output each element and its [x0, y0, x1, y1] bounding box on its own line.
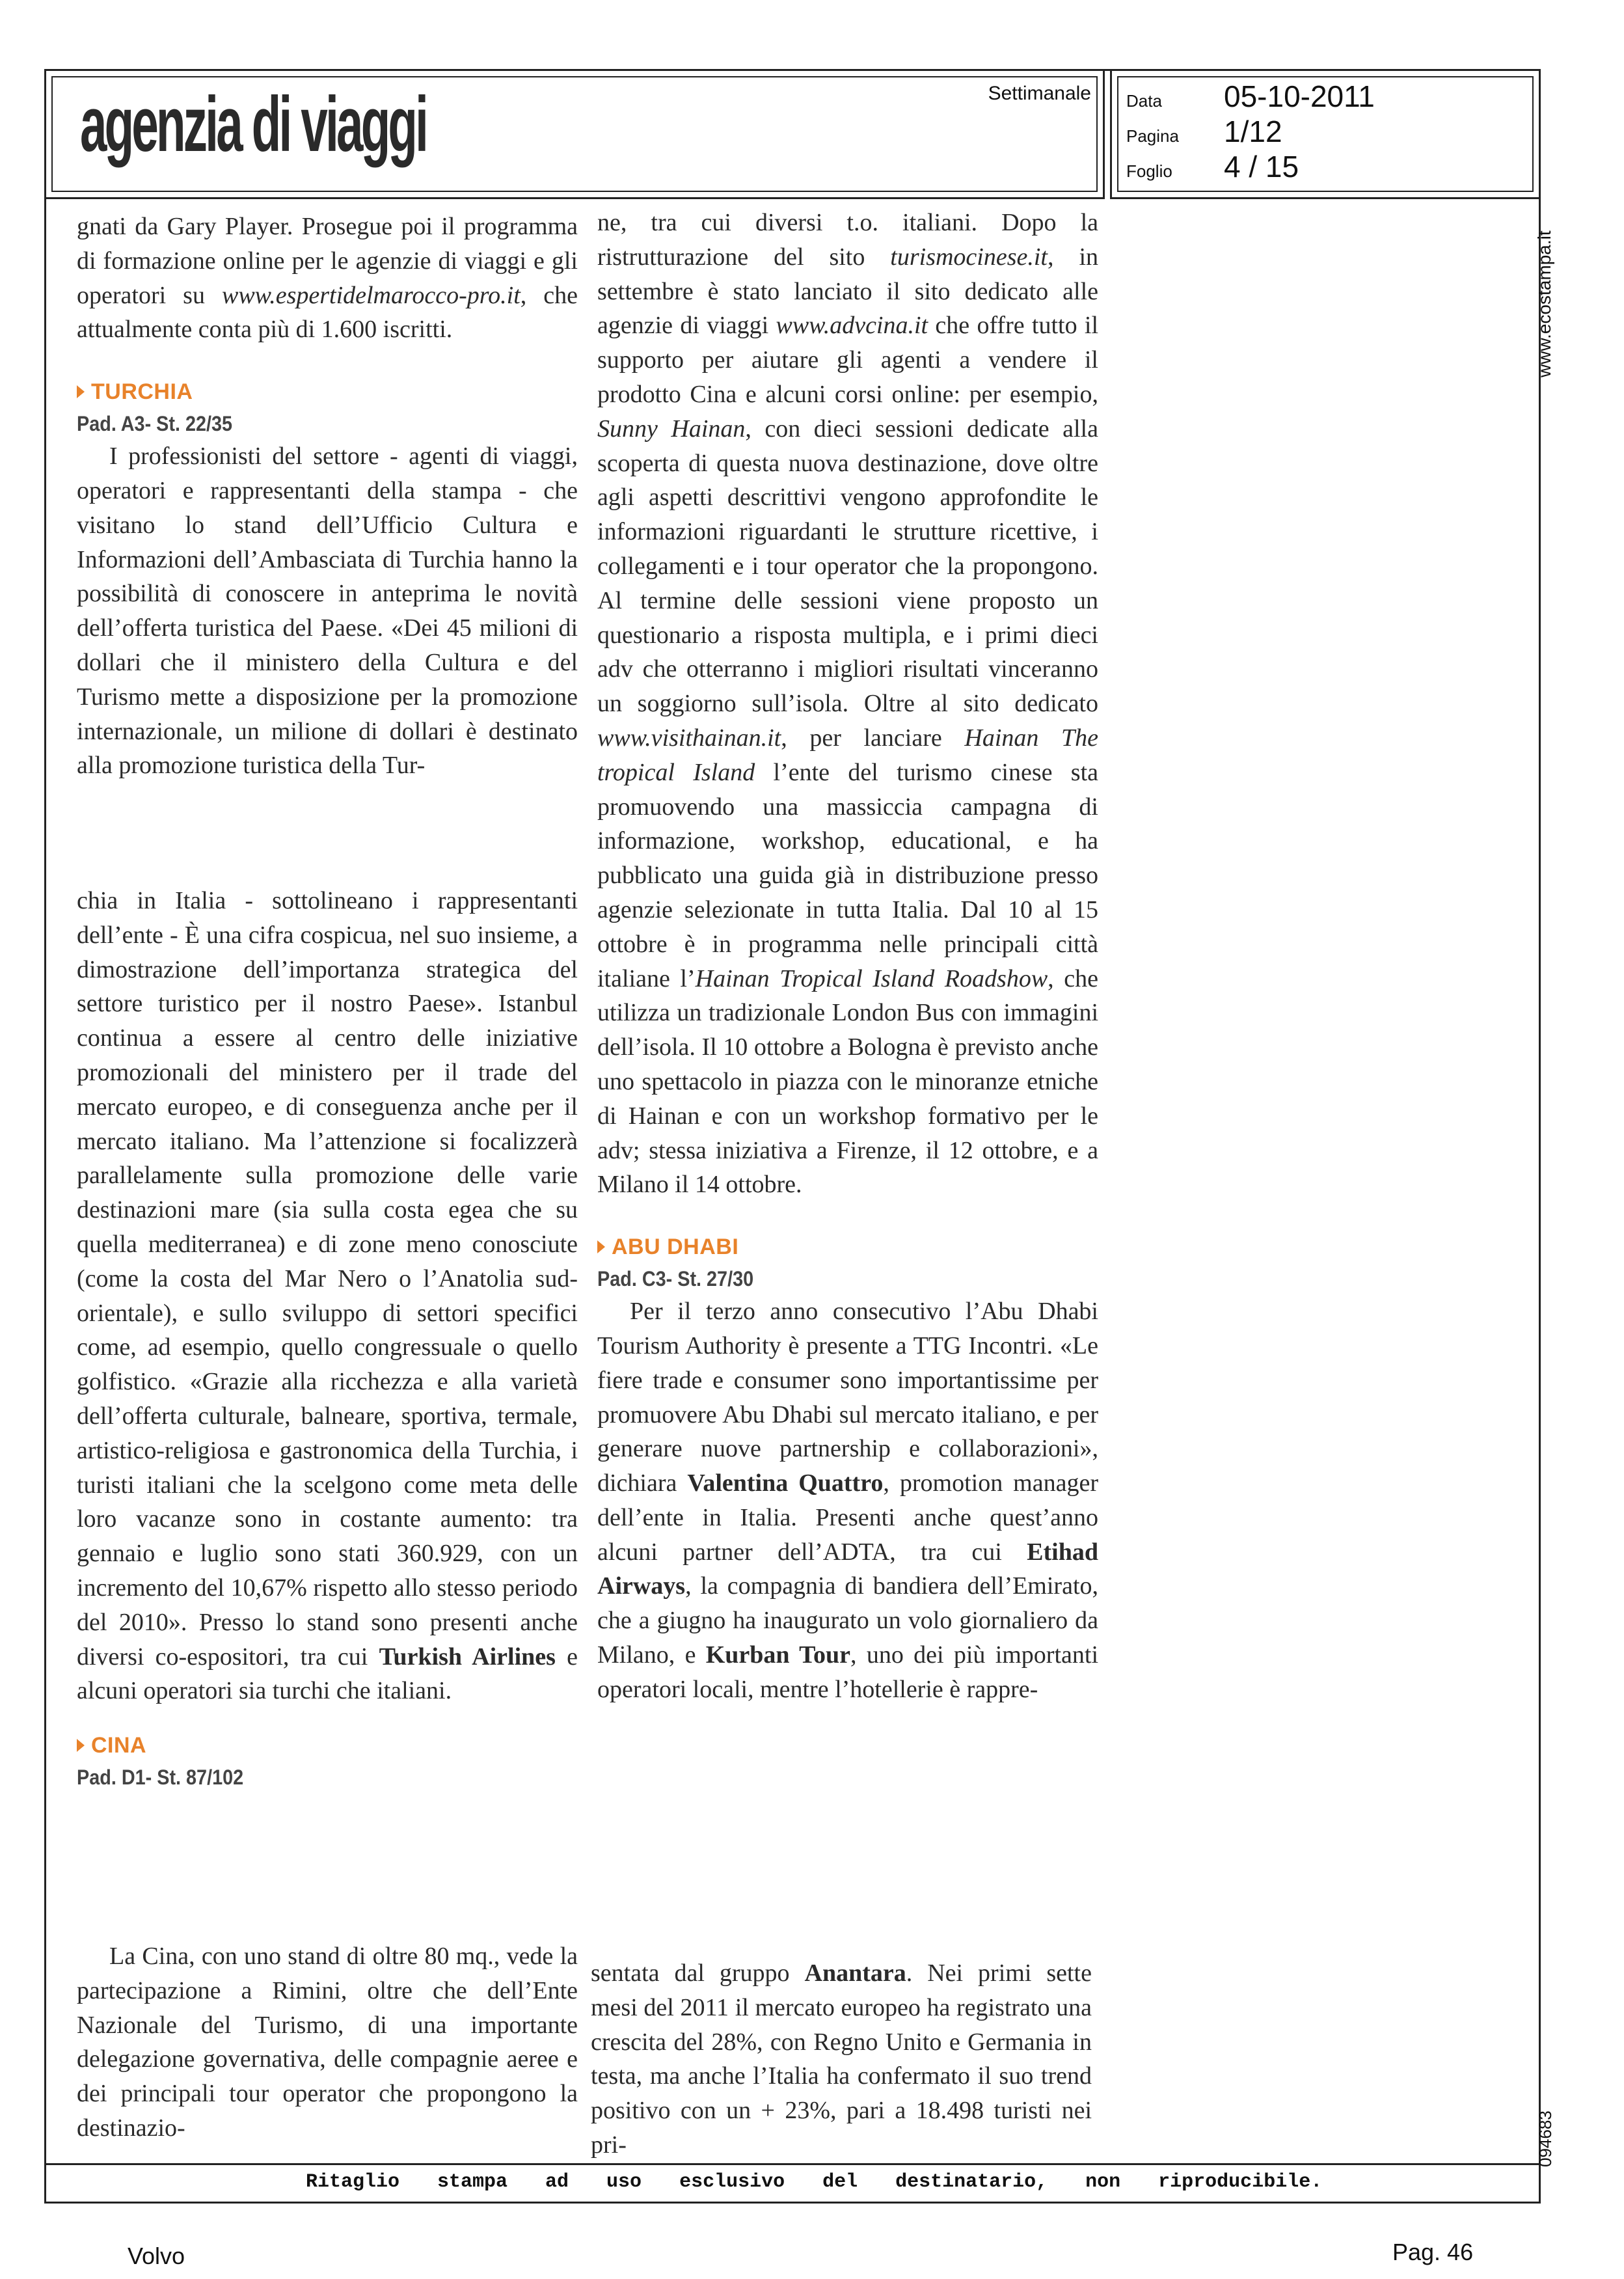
- cina-paragraph-2: ne, tra cui diversi t.o. italiani. Dopo la ristrutturazione del sito turismocinese.it, in settembre è stato lanciato il sito dedicato alle agenzie di viaggi www.advcina.it che offre tutto il supporto per aiutare gli agenti a vendere il prodotto Cina e alcuni corsi online: per esempio, Sunny Hainan, con dieci sessioni dedicate alla scoperta di questa nuova destinazione, dove oltre agli aspetti descrittivi vengono approfondite le informazioni riguardanti le strutture ricettive, i collegamenti e i tour operator che la propongono. Al termine delle sessioni viene proposto un questionario a risposta multipla, e i primi dieci adv che otterranno i migliori risultati vinceranno un soggiorno sull’isola. Oltre al sito dedicato www.visithainan.it, per lanciare Hainan The tropical Island l’ente del turismo cinese sta promuovendo una massiccia campagna di informazione, workshop, educational, e ha pubblicato una guida già in distribuzione presso agenzie selezionate in tutta Italia. Dal 10 al 15 ottobre è in programma nelle principali città italiane l’Hainan Tropical Island Roadshow, che utilizza un tradizionale London Bus con immagini dell’isola. Il 10 ottobre a Bologna è previsto anche uno spettacolo in piazza con le minoranze etniche di Hainan e con un workshop formativo per le adv; stessa iniziativa a Firenze, il 12 ottobre, e a Milano il 14 ottobre.: [597, 209, 1099, 1199]
- cina-paragraph-1: La Cina, con uno stand di oltre 80 mq., vede la partecipazione a Rimini, oltre che dell’Ente Nazionale del Turismo, di una importante delegazione governativa, delle compagnie aeree e dei principali tour operator che propongono la destinazio-: [77, 1943, 578, 2142]
- left-column-middle: [77, 884, 578, 1793]
- intro-paragraph: gnati da Gary Player. Prosegue poi il programma di formazione online per le agenzie di viaggi e gli operatori su www.espertidelmarocco-pro.it, che attualmente conta più di 1.600 iscritti.: [77, 213, 578, 344]
- link-turismocinese: turismocinese.it: [890, 243, 1048, 271]
- meta-date: [1126, 79, 1375, 114]
- stand-info-turchia: Pad. A3- St. 22/35: [77, 412, 233, 436]
- meta-page: [1126, 114, 1282, 149]
- section-heading-turchia: TURCHIA: [77, 375, 578, 408]
- meta-page-value: 1/12: [1224, 115, 1282, 148]
- turchia-paragraph-2: chia in Italia - sottolineano i rappresentanti dell’ente - È una cifra cospicua, nel suo insieme, a dimostrazione dell’importanza strategica del settore turistico per il nostro Paese». Istanbul continua a essere al centro delle iniziative promozionali del ministero per il trade del mercato europeo, e di conseguenza anche per il mercato italiano. Ma l’attenzione si focalizzerà parallelamente sulla promozione delle varie destinazioni mare (sia sulla costa egea che su quella mediterranea) e di zone meno conosciute (come la costa del Mar Nero o l’Anatolia sud-orientale), e sullo sviluppo di settori specifici come, ad esempio, quello congressuale o quello golfistico. «Grazie alla ricchezza e alla varietà dell’offerta culturale, balneare, sportiva, termale, artistico-religiosa e gastronomica della Turchia, i turisti italiani che la scelgono come meta delle loro vacanze sono in costante aumento: tra gennaio e luglio sono stati 360.929, con un incremento del 10,67% rispetto allo stesso periodo del 2010». Presso lo stand sono presenti anche diversi co-espositori, tra cui Turkish Airlines e alcuni operatori sia turchi che italiani.: [77, 887, 578, 1705]
- reproduction-notice: Ritaglio stampa ad uso esclusivo del destinatario, non riproducibile.: [306, 2171, 1323, 2193]
- section-heading-abu-dhabi: ABU DHABI: [597, 1231, 1098, 1263]
- valentina-quattro: Valentina Quattro: [687, 1469, 884, 1497]
- meta-sheet: [1126, 149, 1299, 184]
- meta-sheet-value: 4 / 15: [1224, 150, 1299, 184]
- anantara: Anantara: [804, 1959, 906, 1987]
- meta-date-label: Data: [1126, 91, 1162, 111]
- hainan-roadshow: Hainan Tropical Island Roadshow: [695, 964, 1048, 992]
- sunny-hainan: Sunny Hainan: [597, 415, 746, 443]
- left-column-top: [77, 210, 578, 783]
- left-column-bottom: [77, 1939, 578, 2146]
- etihad-airways: Etihad Airways: [597, 1538, 1098, 1600]
- abu-dhabi-paragraph-1: Per il terzo anno consecutivo l’Abu Dhabi Tourism Authority è presente a TTG Incontri. «Le fiere trade e consumer sono importantissime per promuovere Abu Dhabi sul mercato italiano, e per generare nuove partnership e collaborazioni», dichiara Valentina Quattro, promotion manager dell’ente in Italia. Presenti anche quest’anno alcuni partner dell’ADTA, tra cui Etihad Airways, la compagnia di bandiera dell’Emirato, che a giugno ha inaugurato un volo giornaliero da Milano, e Kurban Tour, uno dei più importanti operatori locali, mentre l’hotellerie è rappre-: [597, 1298, 1098, 1703]
- footer-divider: [44, 2163, 1541, 2165]
- client-name: Volvo: [128, 2243, 185, 2269]
- meta-sheet-label: Foglio: [1126, 161, 1172, 181]
- hainan-tropical-island: Hainan The tropical Island: [597, 724, 1099, 786]
- page-number: Pag. 46: [1392, 2239, 1474, 2265]
- section-heading-cina: CINA: [77, 1729, 578, 1762]
- meta-date-value: 05-10-2011: [1224, 79, 1375, 113]
- turkish-airlines: Turkish Airlines: [379, 1643, 556, 1671]
- meta-page-label: Pagina: [1126, 126, 1179, 146]
- meta-box: [1110, 69, 1541, 199]
- link-advcina: www.advcina.it: [776, 312, 928, 340]
- stand-info-abu-dhabi: Pad. C3- St. 27/30: [597, 1267, 754, 1291]
- periodicity-label: Settimanale: [988, 83, 1091, 104]
- triangle-bullet-icon: [597, 1240, 605, 1253]
- kurban-tour: Kurban Tour: [705, 1641, 851, 1669]
- magazine-logo: agenzia di viaggi: [80, 81, 427, 168]
- masthead-box: [44, 69, 1105, 199]
- link-espertidelmarocco: www.espertidelmarocco-pro.it: [221, 281, 521, 309]
- triangle-bullet-icon: [77, 385, 85, 398]
- right-column-top: [597, 206, 1098, 1707]
- side-website-label: www.ecostampa.it: [1534, 230, 1554, 377]
- side-code-label: 094683: [1536, 2110, 1555, 2167]
- right-column-bottom: [591, 1956, 1092, 2163]
- triangle-bullet-icon: [77, 1739, 85, 1752]
- abu-dhabi-paragraph-2: sentata dal gruppo Anantara. Nei primi sette mesi del 2011 il mercato europeo ha registrato una crescita del 28%, con Regno Unito e Germania in testa, ma anche l’Italia ha confermato il suo trend positivo con un + 23%, pari a 18.498 turisti nei pri-: [591, 1959, 1092, 2159]
- stand-info-cina: Pad. D1- St. 87/102: [77, 1766, 244, 1790]
- turchia-paragraph-1: I professionisti del settore - agenti di viaggi, operatori e rappresentanti della stampa - che visitano lo stand dell’Ufficio Cultura e Informazioni dell’Ambasciata di Turchia hanno la possibilità di conoscere in anteprima le novità dell’offerta turistica del Paese. «Dei 45 milioni di dollari che il ministero della Cultura e del Turismo mette a disposizione per la promozione internazionale, un milione di dollari è destinato alla promozione turistica della Tur-: [77, 443, 578, 780]
- link-visithainan: www.visithainan.it: [597, 724, 781, 752]
